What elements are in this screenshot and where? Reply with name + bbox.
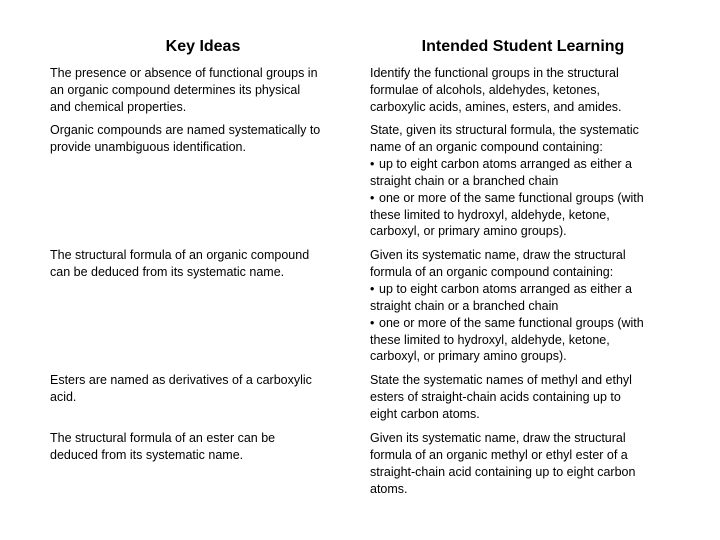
learning-bullet-line	[370, 190, 644, 207]
learning-line	[370, 298, 644, 315]
key-idea-line: deduced from its systematic name.	[50, 447, 244, 462]
learning-cell	[370, 65, 622, 116]
bullet-icon: •	[370, 156, 375, 171]
learning-text: Given its systematic name, draw the structural	[370, 431, 626, 445]
learning-text: carboxyl, or primary amino groups).	[370, 349, 567, 364]
learning-text: eight carbon atoms.	[370, 406, 480, 421]
learning-line	[370, 223, 644, 240]
key-ideas-header: Key Ideas	[165, 38, 241, 55]
learning-text: Given its systematic name, draw the structural	[370, 248, 626, 262]
learning-line	[370, 372, 632, 389]
learning-text: atoms.	[370, 481, 408, 496]
learning-line	[370, 122, 644, 139]
learning-text: one or more of the same functional groups (with	[379, 190, 644, 205]
learning-line	[370, 430, 635, 447]
learning-text: State, given its structural formula, the systematic	[370, 123, 639, 137]
key-idea-cell	[50, 430, 275, 464]
learning-text: name of an organic compound containing:	[370, 139, 603, 154]
learning-line	[370, 264, 644, 281]
learning-bullet-line	[370, 156, 644, 173]
learning-line	[370, 207, 644, 224]
learning-line	[370, 348, 644, 365]
learning-line	[370, 173, 644, 190]
learning-line	[370, 99, 622, 116]
learning-text: one or more of the same functional groups (with	[379, 315, 644, 330]
learning-line	[370, 481, 635, 498]
learning-text: Identify the functional groups in the structural	[370, 66, 619, 80]
learning-line	[370, 447, 635, 464]
key-idea-cell	[50, 247, 309, 281]
key-idea-line: an organic compound determines its physical	[50, 82, 301, 97]
bullet-icon: •	[370, 315, 375, 330]
key-idea-line: can be deduced from its systematic name.	[50, 264, 285, 279]
key-idea-line: Esters are named as derivatives of a carboxylic	[50, 373, 312, 387]
learning-line	[370, 406, 632, 423]
key-idea-line: The structural formula of an ester can be	[50, 431, 276, 445]
key-idea-cell	[50, 372, 312, 406]
key-idea-line: acid.	[50, 389, 77, 404]
learning-text: straight-chain acid containing up to eight carbon	[370, 464, 636, 479]
key-idea-line: provide unambiguous identification.	[50, 139, 246, 154]
learning-text: these limited to hydroxyl, aldehyde, ketone,	[370, 207, 610, 222]
learning-text: up to eight carbon atoms arranged as either a	[379, 156, 632, 171]
learning-cell	[370, 430, 635, 498]
learning-text: esters of straight-chain acids containing up to	[370, 389, 621, 404]
learning-text: carboxylic acids, amines, esters, and amides.	[370, 99, 622, 114]
key-idea-line: Organic compounds are named systematically to	[50, 123, 321, 137]
learning-text: formula of an organic methyl or ethyl ester of a	[370, 447, 628, 462]
learning-cell	[370, 122, 644, 240]
learning-text: formulae of alcohols, aldehydes, ketones,	[370, 82, 600, 97]
learning-line	[370, 139, 644, 156]
learning-text: formula of an organic compound containing:	[370, 264, 614, 279]
learning-line	[370, 464, 635, 481]
learning-text: carboxyl, or primary amino groups).	[370, 224, 567, 239]
key-idea-line: The structural formula of an organic compound	[50, 248, 310, 262]
intended-learning-header: Intended Student Learning	[421, 38, 625, 55]
learning-text: State the systematic names of methyl and ethyl	[370, 373, 632, 387]
learning-cell	[370, 372, 632, 423]
learning-line	[370, 332, 644, 349]
key-idea-line: The presence or absence of functional groups in	[50, 66, 318, 80]
bullet-icon: •	[370, 190, 375, 205]
learning-cell	[370, 247, 644, 365]
bullet-icon: •	[370, 281, 375, 296]
learning-line	[370, 65, 622, 82]
key-idea-cell	[50, 122, 320, 156]
learning-text: up to eight carbon atoms arranged as either a	[379, 281, 632, 296]
learning-text: straight chain or a branched chain	[370, 173, 559, 188]
learning-bullet-line	[370, 315, 644, 332]
learning-line	[370, 82, 622, 99]
learning-bullet-line	[370, 281, 644, 298]
learning-text: straight chain or a branched chain	[370, 298, 559, 313]
key-idea-line: and chemical properties.	[50, 99, 187, 114]
learning-line	[370, 247, 644, 264]
learning-line	[370, 389, 632, 406]
key-idea-cell	[50, 65, 318, 116]
learning-text: these limited to hydroxyl, aldehyde, ketone,	[370, 332, 610, 347]
